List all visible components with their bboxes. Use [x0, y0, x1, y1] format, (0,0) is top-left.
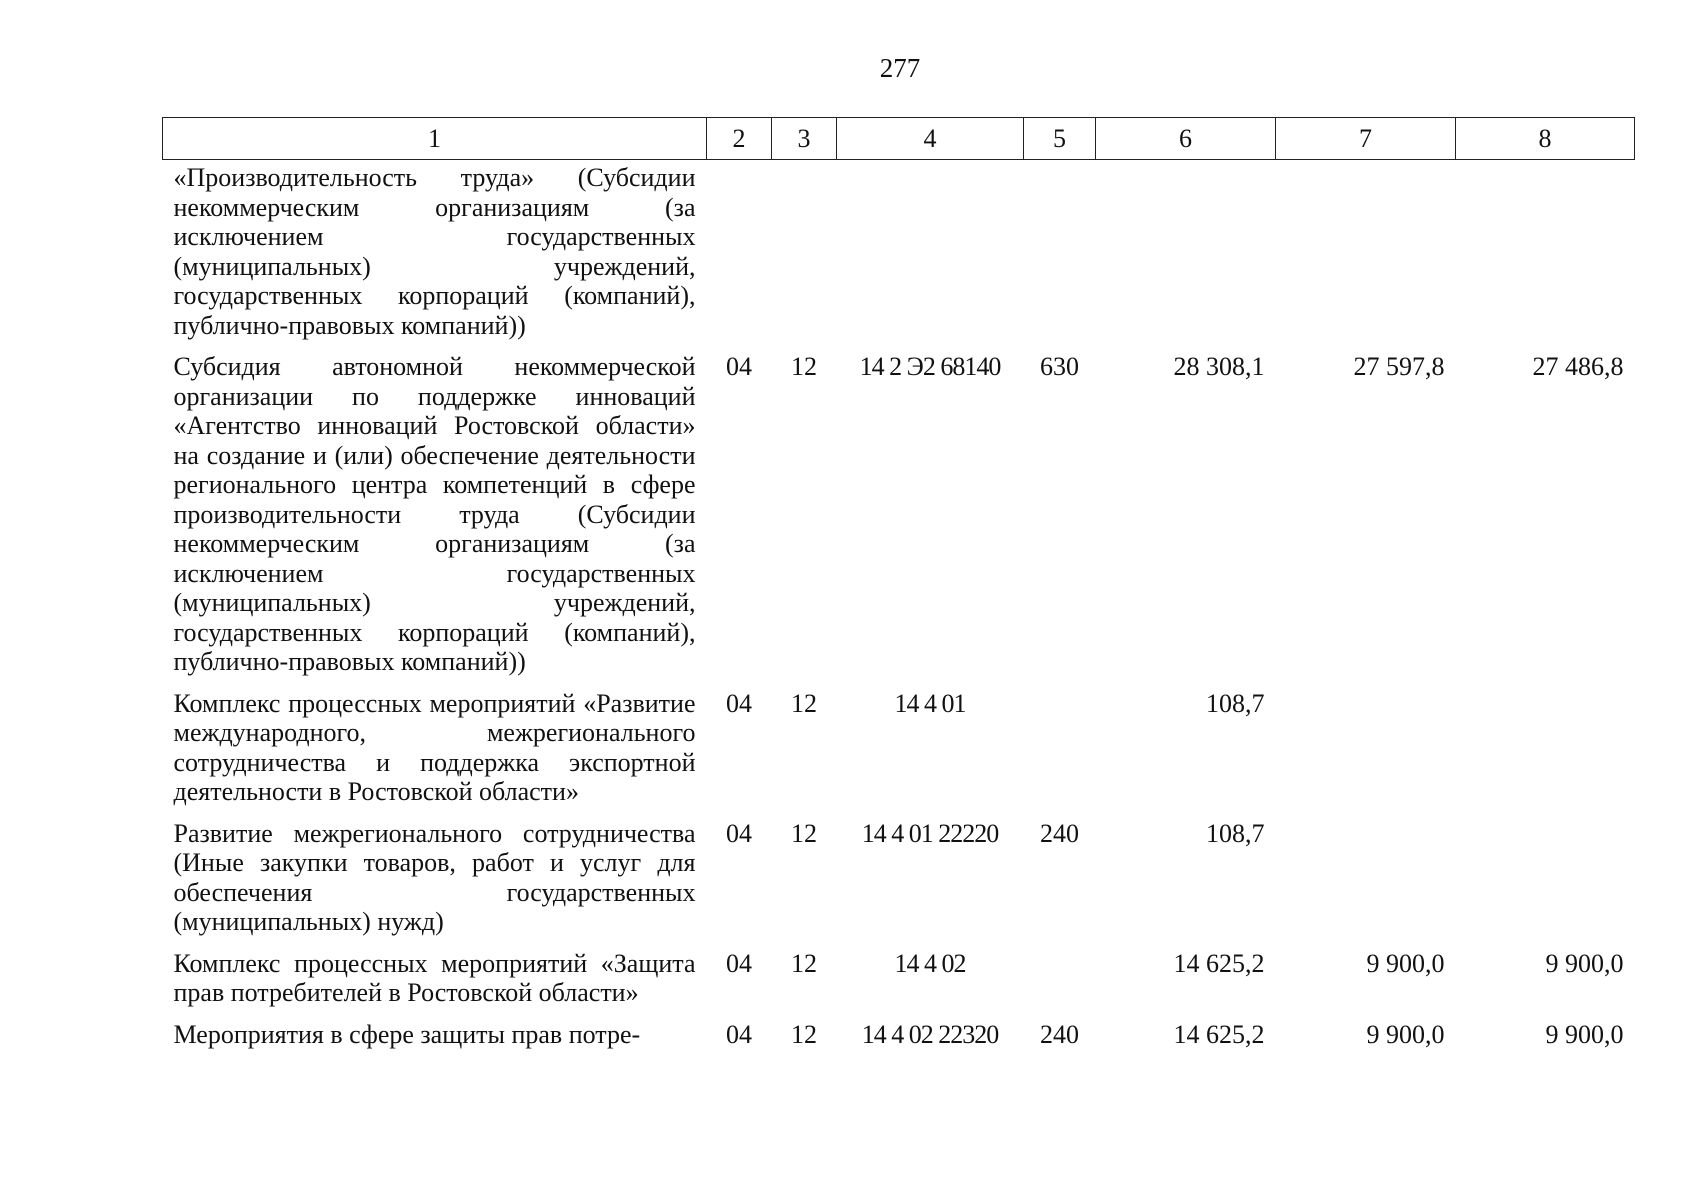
- row-subsection: [772, 160, 837, 341]
- header-col-3: 3: [772, 118, 837, 160]
- row-section: [707, 160, 772, 341]
- row-amount-col8: [1456, 160, 1635, 341]
- row-name: Комплекс процессных мероприятий «Защита прав потребителей в Ростовской области»: [173, 948, 696, 1007]
- header-col-5: 5: [1024, 118, 1096, 160]
- row-amount-col6: [1096, 160, 1276, 341]
- table-row: [163, 937, 1635, 1008]
- row-amount-col8: [1456, 677, 1635, 807]
- row-amount-col8: 9 900,0: [1545, 1019, 1624, 1049]
- row-section: 04: [726, 818, 752, 848]
- row-target-code: 14 4 02: [894, 948, 966, 978]
- row-section: 04: [726, 948, 752, 978]
- row-amount-col6: 14 625,2: [1173, 1019, 1265, 1049]
- row-name: «Производительность труда» (Субсидии некоммерческим организациям (за исключением государственных (муниципальных) учреждений, государственных корпораций (компаний), публично-правовых компаний)): [173, 163, 696, 340]
- row-target-code: 14 4 01 22220: [861, 818, 999, 848]
- row-name: Мероприятия в сфере защиты прав потре-: [173, 1019, 641, 1049]
- row-amount-col8: 27 486,8: [1532, 352, 1624, 381]
- row-target-code: 14 4 02 22320: [861, 1019, 999, 1049]
- row-amount-col6: 108,7: [1206, 818, 1265, 848]
- row-amount-col7: 27 597,8: [1353, 352, 1445, 381]
- row-target-code: [837, 160, 1024, 341]
- row-amount-col6: 108,7: [1206, 688, 1265, 718]
- row-target-code: 14 2 Э2 68140: [859, 352, 1001, 381]
- row-name: Субсидия автономной некоммерческой организации по поддержке инноваций «Агентство инноваций Ростовской области» на создание и (или) обеспечение деятельности регионального центра компетенций в сфере производительности труда (Субсидии некоммерческим организациям (за исключением государственных (муниципальных) учреждений, государственных корпораций (компаний), публично-правовых компаний)): [173, 352, 696, 676]
- row-subsection: 12: [791, 948, 817, 978]
- row-amount-col7: [1276, 677, 1456, 807]
- table-header: [163, 118, 1635, 160]
- header-col-8: 8: [1456, 118, 1635, 160]
- table-row: [163, 1008, 1635, 1050]
- row-section: 04: [726, 352, 752, 381]
- header-col-1: 1: [163, 118, 707, 160]
- row-amount-col8: 9 900,0: [1545, 948, 1624, 978]
- row-expense-type: 240: [1040, 818, 1079, 848]
- row-amount-col8: [1456, 807, 1635, 937]
- page-number: 277: [879, 53, 921, 83]
- row-expense-type: [1024, 937, 1096, 1008]
- row-target-code: 14 4 01: [894, 688, 966, 718]
- row-amount-col7: 9 900,0: [1366, 1019, 1445, 1049]
- table-row: [163, 160, 1635, 341]
- header-col-7: 7: [1276, 118, 1456, 160]
- row-expense-type: 630: [1040, 352, 1079, 381]
- row-section: 04: [726, 1019, 752, 1049]
- row-amount-col7: 9 900,0: [1366, 948, 1445, 978]
- table-row: [163, 677, 1635, 807]
- row-amount-col7: [1276, 160, 1456, 341]
- row-subsection: 12: [791, 818, 817, 848]
- header-row: [163, 118, 1635, 160]
- row-expense-type: [1024, 677, 1096, 807]
- table-row: [163, 340, 1635, 677]
- row-expense-type: 240: [1040, 1019, 1079, 1049]
- table-body: [163, 160, 1635, 1050]
- row-subsection: 12: [791, 1019, 817, 1049]
- header-col-4: 4: [837, 118, 1024, 160]
- row-name: Комплекс процессных мероприятий «Развитие международного, межрегионального сотрудничества и поддержка экспортной деятельности в Ростовской области»: [173, 688, 696, 806]
- header-col-6: 6: [1096, 118, 1276, 160]
- budget-table: [162, 117, 1635, 1049]
- row-subsection: 12: [791, 352, 817, 381]
- row-subsection: 12: [791, 688, 817, 718]
- table-row: [163, 807, 1635, 937]
- row-amount-col7: [1276, 807, 1456, 937]
- row-amount-col6: 14 625,2: [1173, 948, 1265, 978]
- header-col-2: 2: [707, 118, 772, 160]
- row-name: Развитие межрегионального сотрудничества (Иные закупки товаров, работ и услуг для обеспечения государственных (муниципальных) нужд): [173, 818, 696, 936]
- row-expense-type: [1024, 160, 1096, 341]
- row-section: 04: [726, 688, 752, 718]
- row-amount-col6: 28 308,1: [1173, 352, 1265, 381]
